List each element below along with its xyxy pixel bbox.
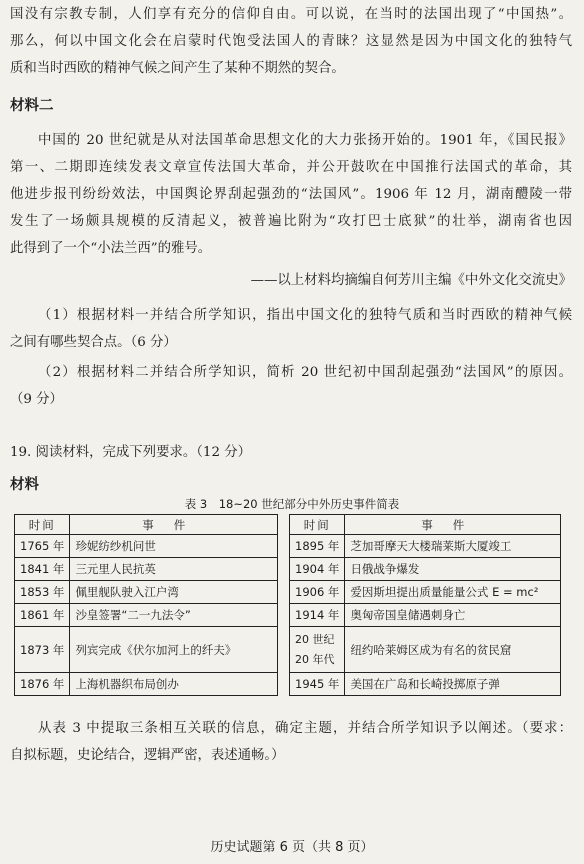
row-event: 珍妮纺纱机问世 <box>70 535 278 558</box>
row-time: 1895 年 <box>290 535 345 558</box>
row-time: 1841 年 <box>15 558 70 581</box>
table-row <box>15 604 278 627</box>
row-event: 佩里舰队驶入江户湾 <box>70 581 278 604</box>
table-row <box>290 535 561 558</box>
material2-heading: 材料二 <box>10 98 54 114</box>
table-header-row <box>290 515 561 535</box>
row-event: 奥匈帝国皇储遇刺身亡 <box>345 604 561 627</box>
events-table-right <box>289 514 561 696</box>
header-event: 事件 <box>345 515 561 535</box>
row-time: 1945 年 <box>290 673 345 696</box>
material2-line-1: 中国的 20 世纪就是从对法国革命思想文化的大力张扬开始的。1901 年，《国民报》 <box>38 133 572 148</box>
row-event: 日俄战争爆发 <box>345 558 561 581</box>
row-time: 1765 年 <box>15 535 70 558</box>
q19-instruction-line-2: 自拟标题，史论结合，逻辑严密，表述通畅。） <box>10 748 285 763</box>
material2-line-4: 发生了一场颇具规模的反清起义，被普遍比附为“攻打巴士底狱”的壮举，湖南省也因 <box>10 214 572 229</box>
intro-line-2: 那么，何以中国文化会在启蒙时代饱受法国人的青睐？这显然是因为中国文化的独特气 <box>10 34 572 49</box>
page-footer: 历史试题第 6 页（共 8 页） <box>210 840 374 855</box>
table-row <box>290 627 561 673</box>
material2-line-2: 第一、二期即连续发表文章宣传法国大革命，并公开鼓吹在中国推行法国式的革命，其 <box>10 160 572 175</box>
table-row <box>15 673 278 696</box>
header-time: 时间 <box>15 515 70 535</box>
table-row <box>290 558 561 581</box>
row-event: 美国在广岛和长崎投掷原子弹 <box>345 673 561 696</box>
row-time: 1853 年 <box>15 581 70 604</box>
q18-part1-line-2: 之间有哪些契合点。（6 分） <box>10 335 177 350</box>
events-table-left <box>14 514 278 696</box>
q19-stem: 19. 阅读材料，完成下列要求。（12 分） <box>10 445 252 460</box>
q18-part2-line-1: （2）根据材料二并结合所学知识，简析 20 世纪初中国刮起强劲“法国风”的原因。 <box>38 365 572 380</box>
table-row <box>15 627 278 673</box>
material2-source: ——以上材料均摘编自何芳川主编《中外文化交流史》 <box>250 273 572 288</box>
table-caption: 表 3 18~20 世纪部分中外历史事件简表 <box>184 497 400 511</box>
row-event: 列宾完成《伏尔加河上的纤夫》 <box>70 627 278 673</box>
row-event: 上海机器织布局创办 <box>70 673 278 696</box>
row-time: 1876 年 <box>15 673 70 696</box>
row-event: 纽约哈莱姆区成为有名的贫民窟 <box>345 627 561 673</box>
material2-line-3: 他进步报刊纷纷效法，中国舆论界刮起强劲的“法国风”。1906 年 12 月，湖南醴陵一带 <box>10 187 572 202</box>
q18-part1-line-1: （1）根据材料一并结合所学知识，指出中国文化的独特气质和当时西欧的精神气候 <box>38 308 572 323</box>
row-time: 1861 年 <box>15 604 70 627</box>
table-row <box>290 673 561 696</box>
intro-line-3: 质和当时西欧的精神气候之间产生了某种不期然的契合。 <box>10 61 345 76</box>
q19-material-heading: 材料 <box>10 477 39 493</box>
row-time: 1904 年 <box>290 558 345 581</box>
table-row <box>290 604 561 627</box>
q19-instruction-line-1: 从表 3 中提取三条相互关联的信息，确定主题，并结合所学知识予以阐述。（要求： <box>38 721 572 736</box>
q18-part2-line-2: （9 分） <box>10 392 63 407</box>
row-time: 20 世纪 20 年代 <box>290 627 345 673</box>
row-event: 三元里人民抗英 <box>70 558 278 581</box>
row-event: 沙皇签署“二一九法令” <box>70 604 278 627</box>
row-event: 芝加哥摩天大楼瑞莱斯大厦竣工 <box>345 535 561 558</box>
row-time: 1914 年 <box>290 604 345 627</box>
table-row <box>290 581 561 604</box>
header-time: 时间 <box>290 515 345 535</box>
intro-line-1: 国没有宗教专制，人们享有充分的信仰自由。可以说，在当时的法国出现了“中国热”。 <box>10 7 572 22</box>
table-row <box>15 581 278 604</box>
row-event: 爱因斯坦提出质量能量公式 E = mc² <box>345 581 561 604</box>
row-time: 1906 年 <box>290 581 345 604</box>
header-event: 事件 <box>70 515 278 535</box>
row-time: 1873 年 <box>15 627 70 673</box>
table-row <box>15 558 278 581</box>
table-header-row <box>15 515 278 535</box>
table-row <box>15 535 278 558</box>
material2-line-5: 此得到了一个“小法兰西”的雅号。 <box>10 241 212 256</box>
